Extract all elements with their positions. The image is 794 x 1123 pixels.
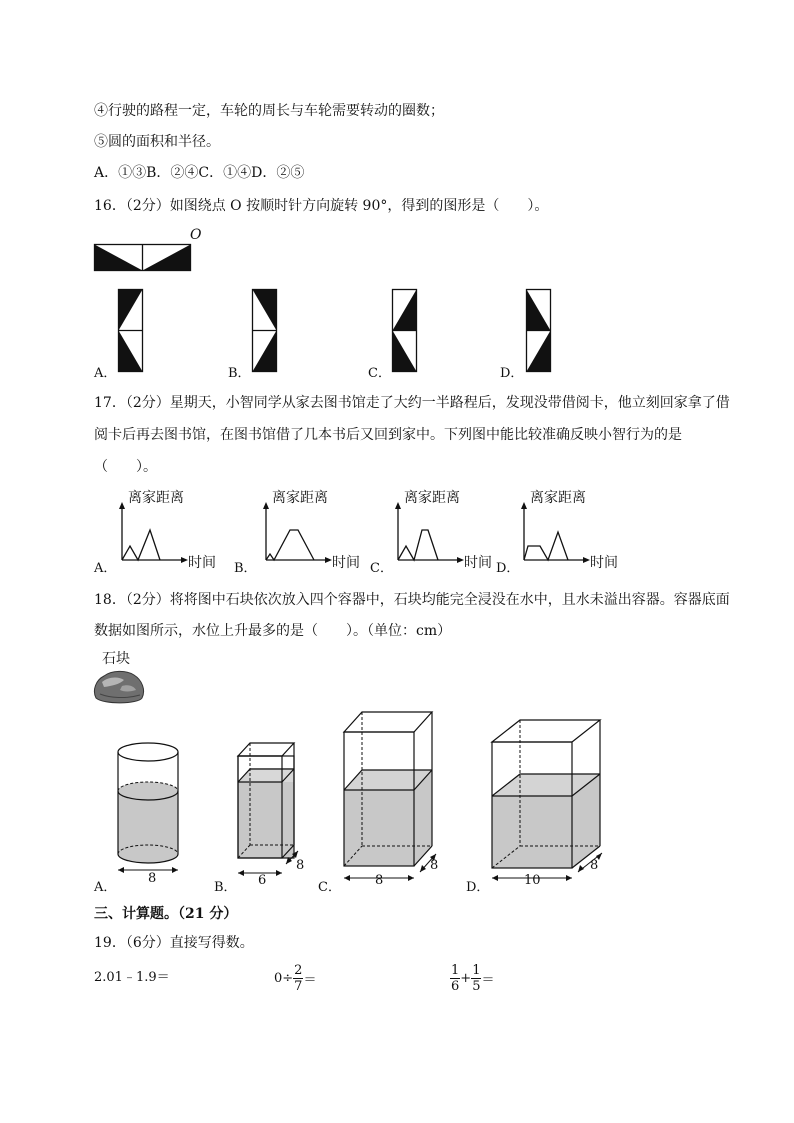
container-a-diameter: 8 [148,871,157,886]
q17-option-b-label: B． [234,561,257,576]
item-5-text: ⑤圆的面积和半径。 [94,134,220,150]
q19-text: 19．（6分）直接写得数。 [94,935,254,951]
expr2-fraction [293,963,303,994]
q17-text-line2: 阅卡后再去图书馆，在图书馆借了几本书后又回到家中。下列图中能比较准确反映小智行为的是 [94,427,682,443]
container-d-width: 10 [524,873,541,888]
expr3-denominator-2: 5 [472,979,481,994]
q16-original-figure [94,244,192,272]
q18-option-a-label: A． [94,880,117,895]
expr3-fraction-1 [450,963,460,994]
q19-expr-3 [450,963,494,994]
q19-expr-1: 2.01﹣1.9＝ [94,970,170,985]
stone-label: 石块 [102,651,130,667]
graph-c-y-label: 离家距离 [404,490,460,506]
q18-option-d-label: D． [466,880,490,895]
q18-text-line1: 18．（2分）将将图中石块依次放入四个容器中，石块均能完全浸没在水中，且水未溢出容器。容器底面 [94,592,730,608]
container-d-depth: 8 [590,858,599,873]
expr2-prefix: 0÷ [274,971,294,986]
container-b-depth: 8 [296,858,305,873]
q16-option-b-label: B． [228,366,251,381]
q18-text-line2: 数据如图所示，水位上升最多的是（ ）。（单位：cm） [94,623,452,639]
graph-b-y-label: 离家距离 [272,490,328,506]
q15-options: A．①③B．②④C．①④D．②⑤ [94,165,305,181]
container-a-cylinder [110,738,190,883]
q17-text-line3: （ ）。 [94,459,157,475]
graph-d-y-label: 离家距离 [530,490,586,506]
q16-option-c-figure [392,289,418,373]
q16-option-c-label: C． [368,366,391,381]
q17-option-c-label: C． [370,561,393,576]
container-c-depth: 8 [430,858,439,873]
stone-image [92,668,146,706]
q16-option-d-figure [526,289,552,373]
expr3-denominator-1: 6 [451,979,460,994]
container-b-width: 6 [258,873,267,888]
q16-option-a-label: A． [94,366,117,381]
expr3-numerator-1: 1 [451,963,460,978]
point-o-label: O [190,227,202,243]
expr3-fraction-2 [471,963,481,994]
container-c-width: 8 [375,873,384,888]
graph-d-x-label: 时间 [590,555,618,571]
graph-a-y-label: 离家距离 [128,490,184,506]
graph-b-x-label: 时间 [332,555,360,571]
section-3-heading: 三、计算题。（21 分） [94,906,238,922]
q16-option-b-figure [252,289,278,373]
graph-c-x-label: 时间 [464,555,492,571]
q19-expr-2 [274,963,316,994]
expr2-denominator: 7 [294,979,303,994]
q17-text-line1: 17．（2分）星期天，小智同学从家去图书馆走了大约一半路程后，发现没带借阅卡，他立刻回家拿了借 [94,395,730,411]
q18-option-c-label: C． [318,880,341,895]
q16-text: 16．（2分）如图绕点 O 按顺时针方向旋转 90°，得到的图形是（ ）。 [94,198,549,214]
item-4-text: ④行驶的路程一定，车轮的周长与车轮需要转动的圈数； [94,103,444,119]
q17-option-d-label: D． [496,561,520,576]
q16-option-a-figure [118,289,144,373]
expr2-numerator: 2 [294,963,303,978]
expr3-suffix: ＝ [481,973,495,988]
q16-option-d-label: D． [500,366,524,381]
q18-option-b-label: B． [214,880,237,895]
graph-a-x-label: 时间 [188,555,216,571]
expr3-numerator-2: 1 [472,963,481,978]
expr2-suffix: ＝ [303,973,317,988]
expr3-operator: + [460,971,472,986]
q17-option-a-label: A． [94,561,117,576]
